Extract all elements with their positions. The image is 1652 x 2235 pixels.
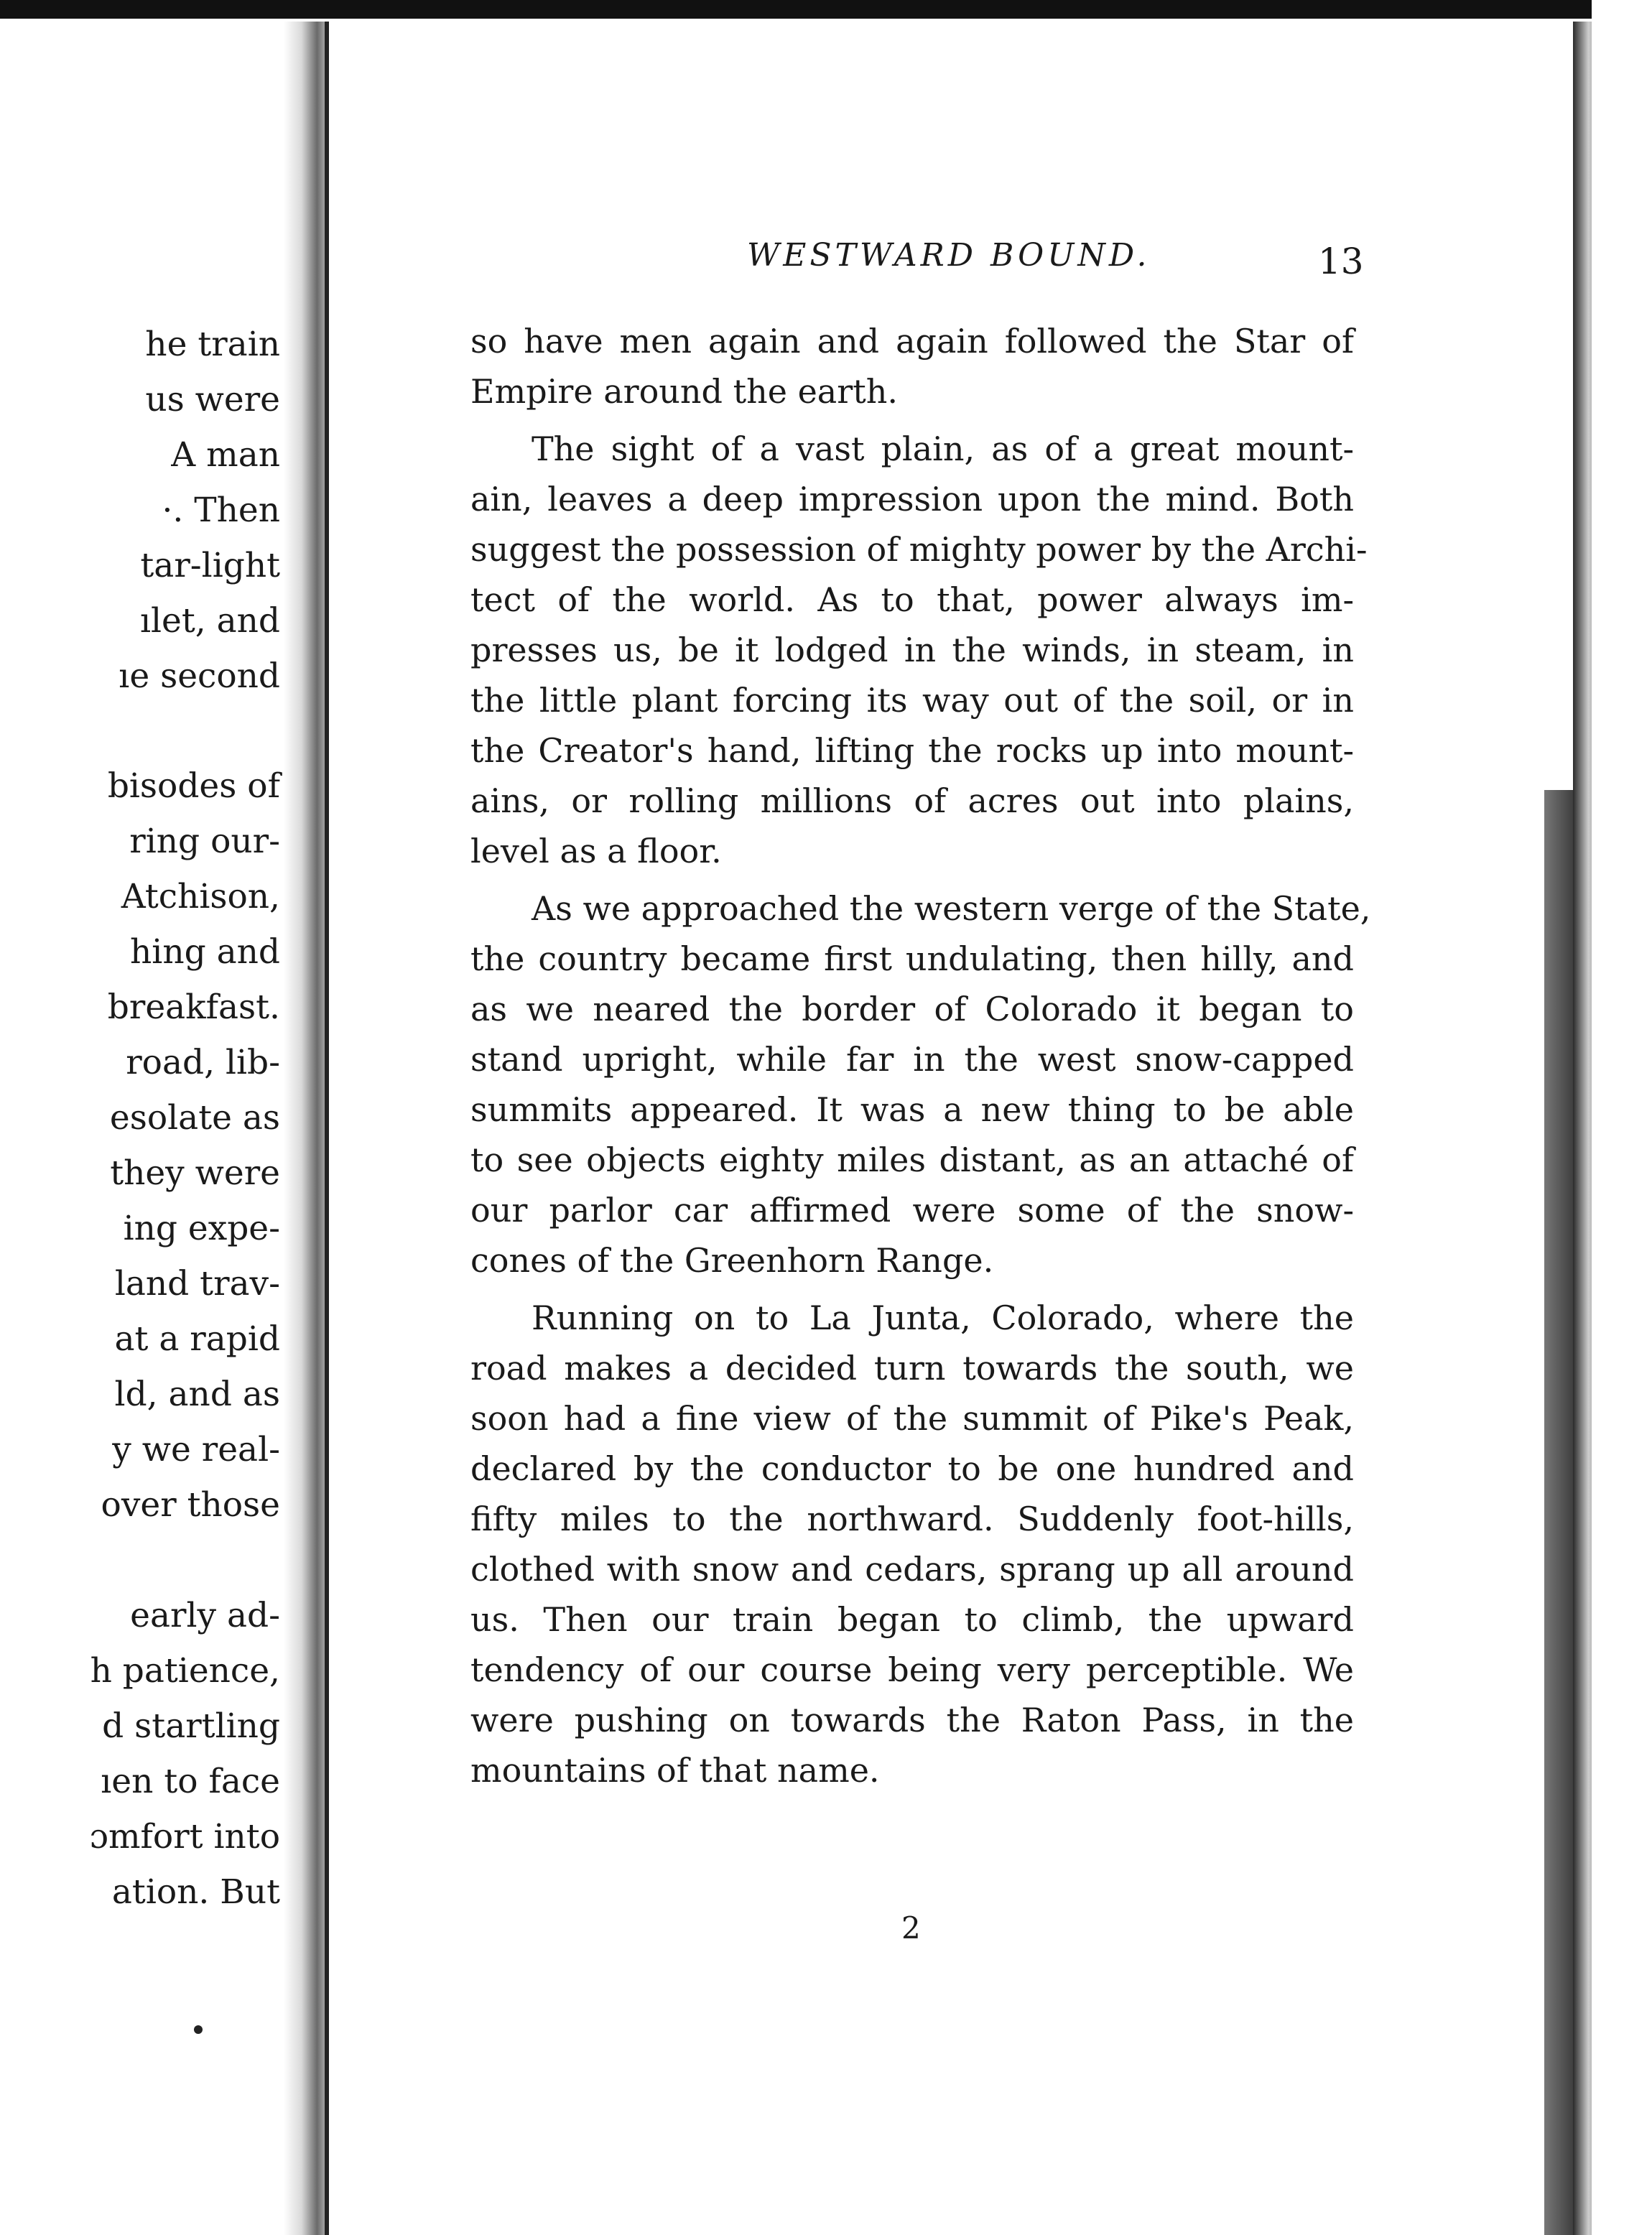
text-line: were pushing on towards the Raton Pass, in the: [470, 1701, 1354, 1739]
text-line: presses us, be it lodged in the winds, in steam, in: [470, 631, 1354, 669]
text-line: fifty miles to the northward. Suddenly foot-hills,: [470, 1500, 1354, 1538]
facing-page-line: y we real-: [112, 1430, 280, 1469]
text-line: Empire around the earth.: [470, 372, 898, 411]
facing-page-line: d startling: [102, 1706, 280, 1746]
facing-page-line: early ad-: [130, 1596, 280, 1635]
page-number: 13: [1318, 241, 1364, 282]
facing-page-line: ·. Then: [162, 491, 280, 530]
facing-page-line: at a rapid: [114, 1319, 280, 1359]
facing-page-line: ıen to face: [101, 1762, 280, 1801]
facing-page-line: tar-light: [140, 546, 280, 585]
facing-page-line: ɔmfort into: [89, 1817, 280, 1857]
text-line: road makes a decided turn towards the south, we: [470, 1349, 1354, 1388]
facing-page-line: ld, and as: [114, 1375, 280, 1414]
facing-page-left: [0, 22, 302, 2235]
facing-page-line: breakfast.: [107, 988, 280, 1027]
text-line: Running on to La Junta, Colorado, where the: [532, 1298, 1354, 1337]
facing-page-line: us were: [145, 380, 280, 419]
text-line: suggest the possession of mighty power by the Archi-: [470, 530, 1368, 569]
text-line: the country became first undulating, then hilly, and: [470, 939, 1354, 978]
text-line: to see objects eighty miles distant, as an attaché of: [470, 1140, 1354, 1179]
text-line: mountains of that name.: [470, 1751, 880, 1790]
text-line: tendency of our course being very perceptible. We: [470, 1650, 1354, 1689]
text-line: the Creator's hand, lifting the rocks up into mount-: [470, 731, 1354, 770]
facing-page-line: ation. But: [111, 1872, 280, 1912]
text-line: soon had a fine view of the summit of Pike's Peak,: [470, 1399, 1354, 1438]
text-line: our parlor car affirmed were some of the snow-: [470, 1191, 1354, 1230]
text-line: clothed with snow and cedars, sprang up all around: [470, 1550, 1354, 1589]
ink-speck: [194, 2025, 203, 2034]
text-line: The sight of a vast plain, as of a great mount-: [532, 429, 1354, 468]
running-head: WESTWARD BOUND.: [747, 237, 1151, 274]
facing-page-line: ıe second: [119, 656, 280, 696]
text-line: declared by the conductor to be one hundred and: [470, 1449, 1354, 1488]
facing-page-line: over those: [101, 1485, 280, 1525]
text-line: As we approached the western verge of the State,: [532, 889, 1371, 928]
facing-page-line: hing and: [130, 932, 280, 972]
page-edges: [1544, 790, 1576, 2235]
text-line: level as a floor.: [470, 832, 722, 870]
scan-border-top: [0, 0, 1595, 19]
facing-page-line: A man: [171, 435, 280, 475]
facing-page-line: Atchison,: [121, 877, 280, 916]
book-gutter: [284, 22, 328, 2235]
facing-page-line: esolate as: [109, 1098, 280, 1138]
facing-page-line: ring our-: [129, 822, 280, 861]
text-line: the little plant forcing its way out of the soil, or in: [470, 681, 1354, 720]
text-line: as we neared the border of Colorado it began to: [470, 990, 1354, 1028]
text-line: ains, or rolling millions of acres out into plains,: [470, 781, 1354, 820]
text-line: stand upright, while far in the west snow-capped: [470, 1040, 1354, 1079]
text-line: so have men again and again followed the Star of: [470, 322, 1354, 361]
facing-page-line: bisodes of: [107, 766, 280, 806]
signature-mark: 2: [901, 1910, 921, 1946]
text-line: summits appeared. It was a new thing to be able: [470, 1090, 1354, 1129]
text-line: ain, leaves a deep impression upon the mind. Both: [470, 480, 1354, 519]
scan-border-right: [1592, 0, 1652, 2235]
facing-page-line: road, lib-: [126, 1043, 280, 1082]
text-line: us. Then our train began to climb, the upward: [470, 1600, 1354, 1639]
text-line: cones of the Greenhorn Range.: [470, 1241, 994, 1280]
text-line: tect of the world. As to that, power always im-: [470, 580, 1354, 619]
facing-page-line: he train: [145, 325, 280, 364]
facing-page-line: land trav-: [114, 1264, 280, 1304]
facing-page-line: they were: [110, 1153, 280, 1193]
facing-page-line: h patience,: [90, 1651, 280, 1691]
facing-page-line: ılet, and: [139, 601, 280, 641]
facing-page-line: ing expe-: [123, 1209, 280, 1248]
